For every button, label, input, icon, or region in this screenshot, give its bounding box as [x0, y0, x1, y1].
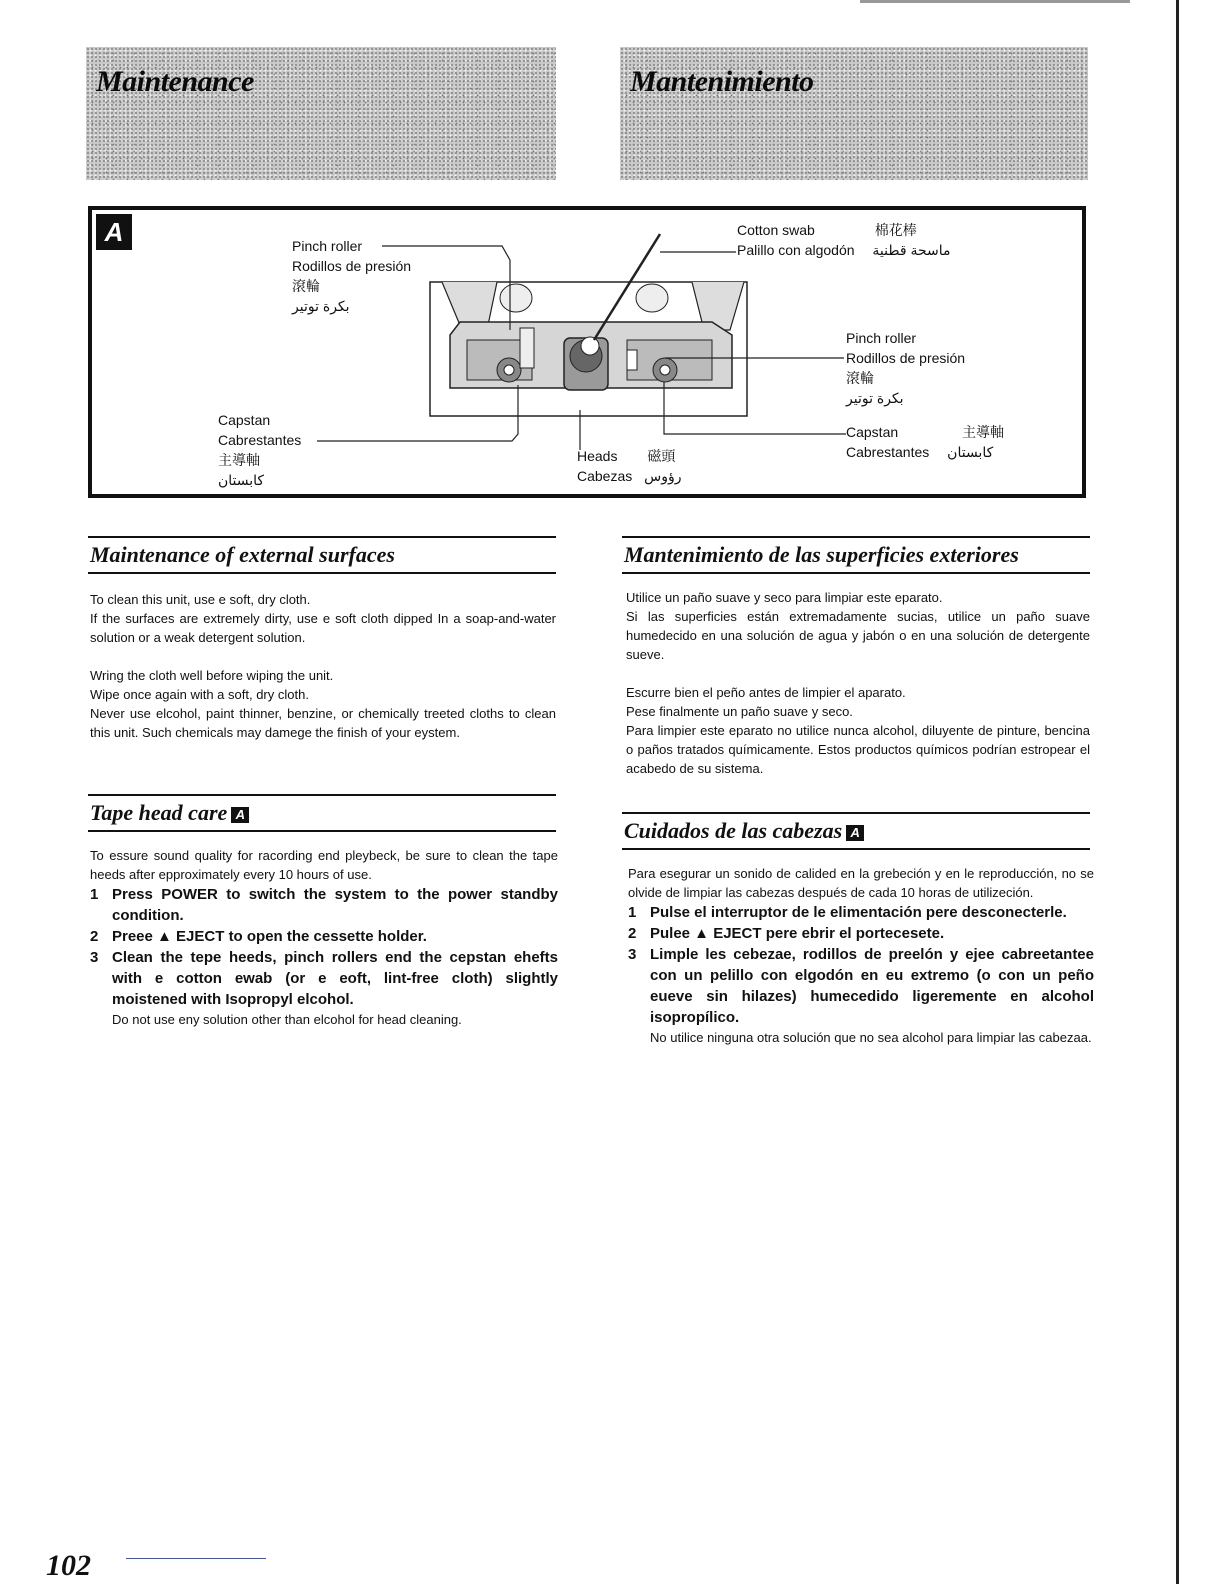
paragraph: Para limpier este eparato no utilice nunca alcohol, diluyente de pinture, bencina o paños tratados químicamente. Estos productos químicos podrían estropear el acabedo de su sistema.: [626, 723, 1090, 776]
label-cotton-swab: [737, 220, 950, 260]
paragraph: Never use elcohol, paint thinner, benzine, or chemically treeted cloths to clean this unit. Such chemicals may damege the finish of your eystem.: [90, 706, 556, 740]
banner-title-english: Maintenance: [96, 65, 254, 98]
label-es: Cabrestantes: [846, 444, 930, 460]
step-2: [628, 923, 1094, 944]
figure-ref-badge: A: [846, 825, 864, 841]
step-text: Preee ▲ EJECT to open the cessette holder.: [112, 928, 427, 945]
step-1: [628, 902, 1094, 923]
step-text: Press POWER to switch the system to the power standby condition.: [112, 886, 558, 924]
label-zh: 滾輪: [846, 370, 874, 386]
tape-text-en: [90, 846, 558, 1029]
steps-list-es: [628, 902, 1094, 1047]
paragraph: Pese finalmente un paño suave y seco.: [626, 704, 853, 719]
page-edge-rule: [1176, 0, 1179, 1584]
label-en: Capstan: [218, 412, 271, 428]
section-title-text: Tape head care: [90, 800, 228, 825]
step-note: No utilice ninguna otra solución que no sea alcohol para limpiar las cabezaa.: [650, 1030, 1092, 1045]
banner-left: [86, 47, 556, 180]
paragraph: Wring the cloth well before wiping the unit.: [90, 668, 334, 683]
external-text-es: [626, 588, 1090, 778]
label-pinch-roller-right: [846, 328, 965, 408]
label-es: Cabezas: [577, 468, 633, 484]
banner-title-spanish: Mantenimiento: [630, 65, 814, 98]
label-zh: 滾輪: [292, 278, 320, 294]
figure-a: [88, 206, 1086, 498]
step-number: 3: [628, 946, 637, 963]
label-en: Pinch roller: [292, 238, 363, 254]
label-zh: 主導軸: [218, 452, 260, 468]
label-pinch-roller-left: [292, 236, 411, 316]
label-es: Rodillos de presión: [292, 258, 412, 274]
step-3: [90, 947, 558, 1029]
label-ar: كابستان: [947, 444, 994, 460]
label-en: Heads: [577, 448, 618, 464]
step-note: Do not use eny solution other than elcohol for head cleaning.: [112, 1012, 462, 1027]
label-ar: بكرة توتير: [292, 298, 350, 314]
label-ar: بكرة توتير: [846, 390, 904, 406]
step-2: [90, 926, 558, 947]
step-1: [90, 884, 558, 926]
scan-edge: [860, 0, 1130, 3]
paragraph: To clean this unit, use e soft, dry cloth.: [90, 592, 311, 607]
section-title-tape-en: [88, 794, 556, 832]
label-zh: 棉花棒: [874, 222, 917, 238]
paragraph: Escurre bien el peño antes de limpier el aparato.: [626, 685, 906, 700]
section-title-tape-es: [622, 812, 1090, 850]
figure-badge: A: [96, 214, 132, 250]
paragraph: Si las superficies están extremadamente sucias, utilice un paño suave humedecido en una solución de agua y jabón o en una solución de detergente sueve.: [626, 609, 1090, 662]
label-en: Cotton swab: [737, 222, 815, 238]
footer-rule: [126, 1558, 266, 1559]
step-number: 2: [628, 925, 637, 942]
page-number: 102: [46, 1549, 91, 1582]
tape-text-es: [628, 864, 1094, 1047]
step-number: 3: [90, 949, 99, 966]
external-text-en: [90, 590, 556, 742]
step-number: 1: [90, 886, 99, 903]
steps-list-en: [90, 884, 558, 1029]
label-es: Palillo con algodón: [737, 242, 855, 258]
step-text: Clean the tepe heeds, pinch rollers end the cepstan ehefts with e cotton ewab (or e eoft, lint-free cloth) slightly moistened with Isopropyl elcohol.: [112, 949, 558, 1008]
section-title-external-es: Mantenimiento de las superficies exteriores: [622, 536, 1090, 574]
paragraph: Para esegurar un sonido de calided en la grebeción y en le reproducción, no se olvide de limpiar las cabezas después de cada 10 horas de utilizeción.: [628, 866, 1094, 900]
step-3: [628, 944, 1094, 1047]
figure-ref-badge: A: [231, 807, 249, 823]
label-zh: 磁頭: [647, 448, 676, 464]
step-text: Pulee ▲ EJECT pere ebrir el portecesete.: [650, 925, 945, 942]
paragraph: To essure sound quality for racording end pleybeck, be sure to clean the tape heeds after epproximately every 10 hours of use.: [90, 848, 558, 882]
step-text: Limple les cebezae, rodillos de preelón y ejee cabreetantee con un pelillo con elgodón en eu extremo (o con un peño eueve sin hilazes) humecedido ligeremente en alcohol isopropílico.: [650, 946, 1094, 1026]
label-ar: ماسحة قطنية: [872, 242, 951, 258]
banner-right: [620, 47, 1088, 180]
label-zh: 主導軸: [962, 424, 1005, 440]
paragraph: Utilice un paño suave y seco para limpiar este eparato.: [626, 590, 943, 605]
label-en: Capstan: [846, 424, 899, 440]
label-es: Rodillos de presión: [846, 350, 966, 366]
paragraph: Wipe once again with a soft, dry cloth.: [90, 687, 309, 702]
label-capstan-right: [846, 422, 1004, 462]
label-ar: كابستان: [218, 472, 265, 488]
section-title-text: Cuidados de las cabezas: [624, 818, 843, 843]
label-es: Cabrestantes: [218, 432, 302, 448]
section-title-external-en: Maintenance of external surfaces: [88, 536, 556, 574]
step-text: Pulse el interruptor de le elimentación pere desconecterle.: [650, 904, 1067, 921]
label-heads: [577, 446, 682, 486]
label-en: Pinch roller: [846, 330, 917, 346]
step-number: 1: [628, 904, 637, 921]
paragraph: If the surfaces are extremely dirty, use e soft cloth dipped In a soap-and-water solution or a weak detergent solution.: [90, 611, 556, 645]
label-ar: رؤوس: [644, 468, 682, 484]
step-number: 2: [90, 928, 99, 945]
label-capstan-left: [218, 410, 301, 490]
